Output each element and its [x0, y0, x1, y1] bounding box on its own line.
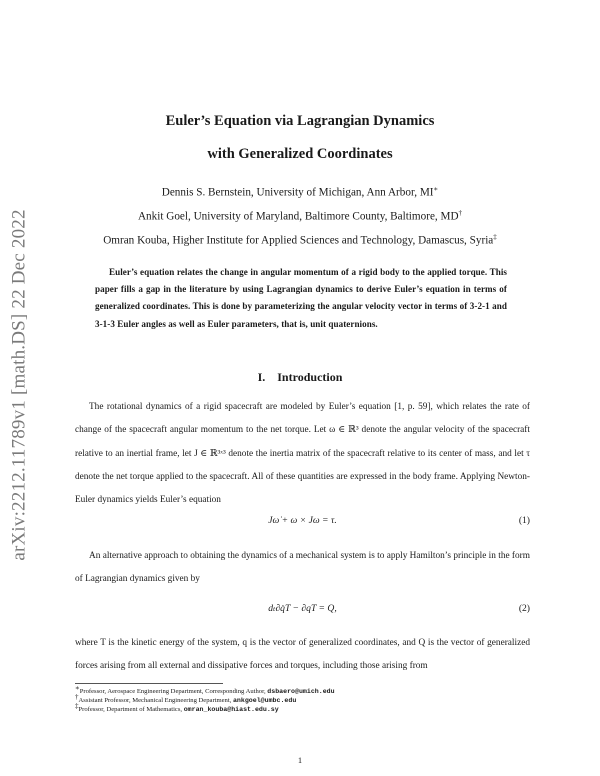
footnote-mark: ‡: [75, 702, 79, 710]
footnote-mark: ‡: [493, 233, 497, 241]
page-number: 1: [297, 755, 303, 765]
arxiv-identifier: arXiv:2212.11789v1 [math.DS] 22 Dec 2022: [9, 209, 31, 561]
section-heading: [0, 370, 600, 385]
author-text: Dennis S. Bernstein, University of Michigan, Ann Arbor, MI: [161, 186, 434, 199]
footnote-mark: †: [75, 693, 79, 701]
footnote-3: [75, 702, 530, 714]
paragraph-2: An alternative approach to obtaining the dynamics of a mechanical system is to apply Hamilton’s principle in the form of Lagrangian dynamics given by: [75, 551, 530, 585]
author-text: Ankit Goel, University of Maryland, Baltimore County, Baltimore, MD: [137, 210, 459, 223]
email-link[interactable]: dsbaero@umich.edu: [267, 688, 335, 696]
paragraph-1: The rotational dynamics of a rigid spacecraft are modeled by Euler’s equation [1, p. 59], which relates the rate of change of the spacecraft angular momentum to the net torque. Let ω ∈ ℝ³ denote the angular velocity of the spacecraft relative to an inertial frame, let J ∈ ℝ³ˣ³ denote the inertia matrix of the spacecraft relative to its center of mass, and let τ denote the net torque applied to the spacecraft. All of these quantities are expressed in the body frame. Applying Newton-Euler dynamics yields Euler’s equation: [75, 402, 530, 506]
email-link[interactable]: ankgoel@umbc.edu: [232, 697, 297, 705]
footnote-mark: ∗: [433, 185, 439, 193]
equation-number: (1): [518, 515, 530, 526]
equation-2: [75, 603, 530, 617]
author-kouba: [0, 233, 600, 247]
author-bernstein: [0, 185, 600, 199]
paragraph-3: where T is the kinetic energy of the system, q is the vector of generalized coordinates, and Q is the vector of generalized forces arising from all external and dissipative forces and torques, including those arising from: [75, 638, 530, 672]
author-goel: [0, 209, 600, 223]
footnote-text: Assistant Professor, Mechanical Engineering Department,: [78, 697, 233, 705]
equation-body: dₜ∂q̇T − ∂qT = Q,: [268, 603, 337, 614]
equation-body: Jω̇ + ω × Jω = τ.: [268, 515, 337, 526]
arxiv-stamp: [4, 195, 36, 575]
abstract: Euler’s equation relates the change in angular momentum of a rigid body to the applied torque. This paper fills a gap in the literature by using Lagrangian dynamics to derive Euler’s equation in terms of generalized coordinates. This is done by parameterizing the angular velocity vector in terms of 3-2-1 and 3-1-3 Euler angles as well as Euler parameters, that is, unit quaternions.: [95, 267, 507, 329]
equation-number: (2): [518, 603, 530, 614]
footnote-text: Professor, Aerospace Engineering Department, Corresponding Author,: [79, 688, 268, 696]
author-text: Omran Kouba, Higher Institute for Applied Sciences and Technology, Damascus, Syria: [103, 234, 494, 247]
paper-title-line-1: Euler’s Equation via Lagrangian Dynamics: [165, 113, 435, 129]
section-title: Introduction: [277, 370, 343, 384]
equation-1: [75, 515, 530, 529]
section-number: I.: [257, 370, 266, 384]
footnote-text: Professor, Department of Mathematics,: [78, 706, 184, 714]
footnote-mark: ∗: [75, 684, 80, 692]
email-link[interactable]: omran_kouba@hiast.edu.sy: [183, 706, 279, 714]
paper-title-line-2: with Generalized Coordinates: [207, 146, 393, 162]
footnote-mark: †: [458, 209, 463, 217]
